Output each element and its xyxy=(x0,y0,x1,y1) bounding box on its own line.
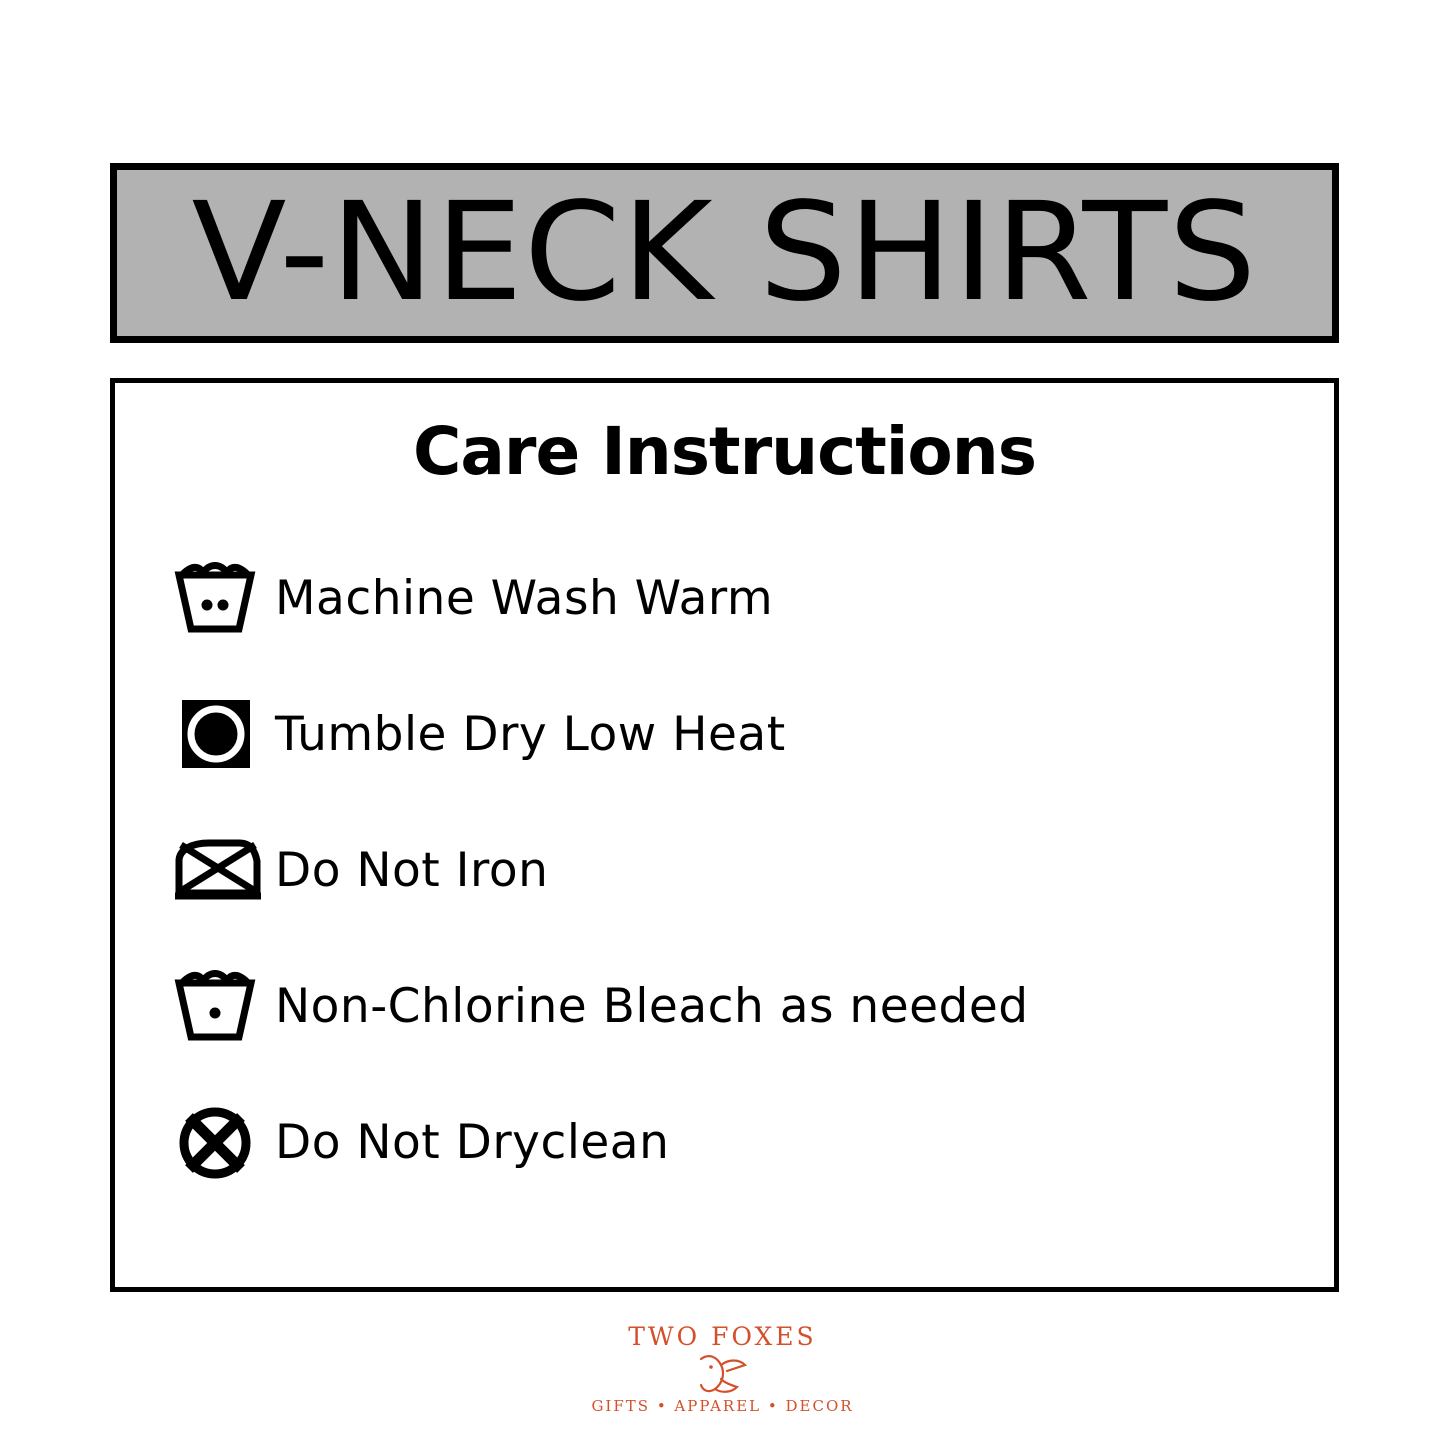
care-instructions-card xyxy=(110,378,1339,1292)
care-instructions-heading: Care Instructions xyxy=(412,413,1037,490)
tumble-dry-low-heat-icon xyxy=(155,692,275,778)
list-item-label: Do Not Iron xyxy=(275,843,549,899)
brand-name: TWO FOXES xyxy=(628,1322,817,1351)
page-title: V-NECK SHIRTS xyxy=(191,174,1258,332)
list-item-label: Non-Chlorine Bleach as needed xyxy=(275,979,1029,1035)
list-item-label: Do Not Dryclean xyxy=(275,1115,670,1171)
list-item xyxy=(155,803,1334,939)
brand-tagline: GIFTS • APPAREL • DECOR xyxy=(591,1397,854,1415)
title-banner xyxy=(110,163,1339,343)
do-not-iron-icon xyxy=(155,831,275,911)
list-item xyxy=(155,531,1334,667)
non-chlorine-bleach-icon xyxy=(155,967,275,1047)
list-item xyxy=(155,667,1334,803)
do-not-dryclean-icon xyxy=(155,1101,275,1185)
list-item xyxy=(155,1075,1334,1211)
list-item-label: Tumble Dry Low Heat xyxy=(275,707,786,763)
list-item-label: Machine Wash Warm xyxy=(275,571,774,627)
brand-logo xyxy=(0,1322,1445,1415)
list-item xyxy=(155,939,1334,1075)
fox-icon xyxy=(691,1347,755,1399)
care-instructions-list xyxy=(115,531,1334,1211)
machine-wash-warm-icon xyxy=(155,559,275,639)
